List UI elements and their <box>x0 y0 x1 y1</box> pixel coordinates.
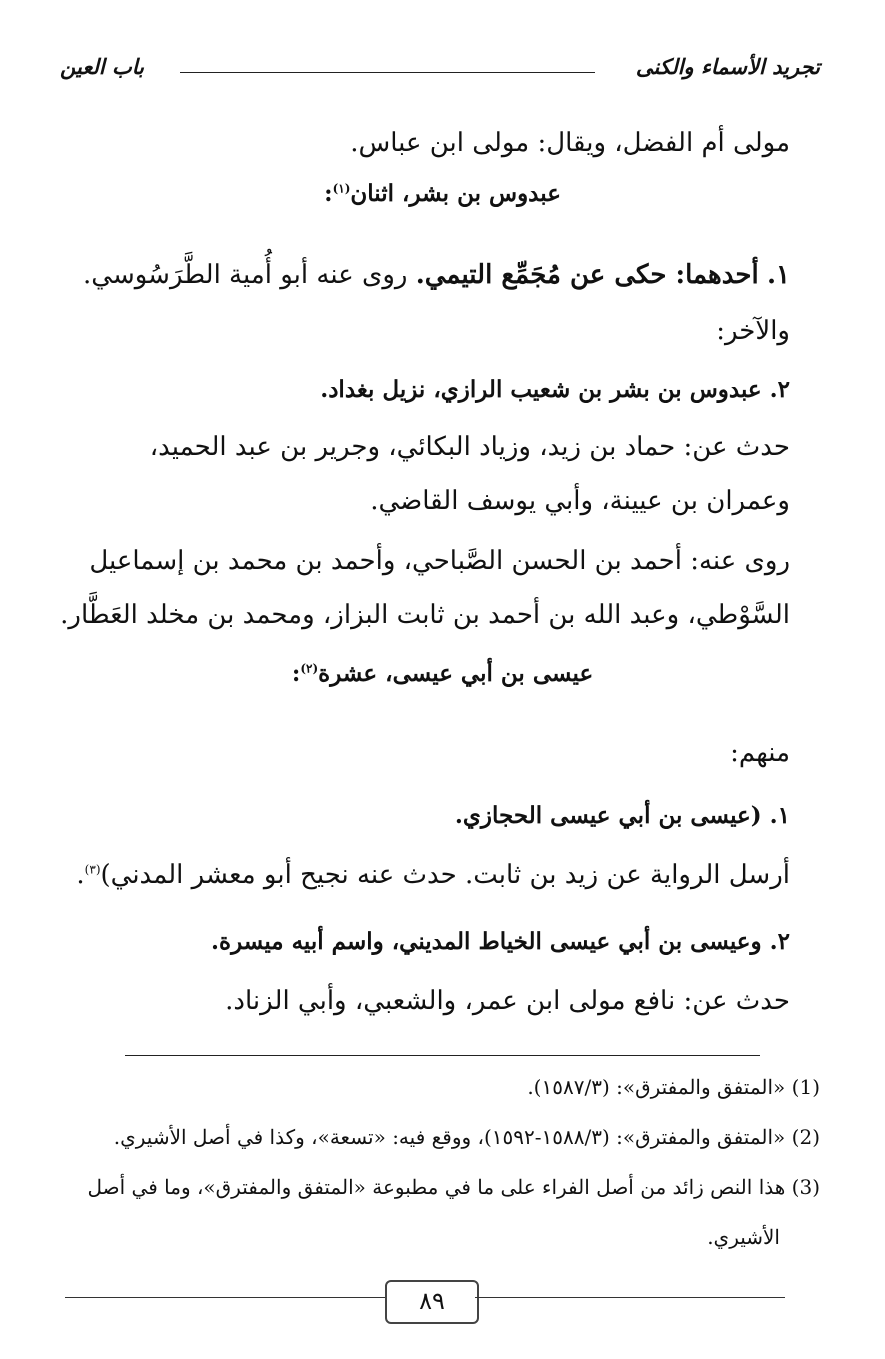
footnote-continuation: الأشيري. <box>707 1225 780 1249</box>
subentry-heading: ١. (عيسى بن أبي عيسى الحجازي. <box>454 802 790 829</box>
page-number: ٨٩ <box>385 1280 479 1324</box>
footnote-rule <box>125 1055 760 1056</box>
text-line: حدث عن: نافع مولى ابن عمر، والشعبي، وأبي الزناد. <box>225 986 790 1016</box>
footnote: (3) هذا النص زائد من أصل الفراء على ما في مطبوعة «المتفق والمفترق»، وما في أصل <box>87 1175 820 1199</box>
book-title: تجريد الأسماء والكنى <box>635 54 820 79</box>
text-line: وعمران بن عيينة، وأبي يوسف القاضي. <box>370 486 790 516</box>
footnote: (1) «المتفق والمفترق»: (١٥٨٧/٣). <box>527 1075 820 1099</box>
text-line <box>70 260 790 291</box>
text-tail: . <box>76 860 85 890</box>
running-header <box>60 48 820 92</box>
text-line <box>70 860 790 891</box>
text-line: منهم: <box>730 738 790 768</box>
footer-rule-left <box>65 1297 385 1298</box>
entry-heading <box>0 660 885 687</box>
text-bold: أحدهما: حكى عن مُجَمِّع التيمي. <box>415 260 759 290</box>
entry-heading <box>0 180 885 207</box>
footnote: (2) «المتفق والمفترق»: (١٥٨٨/٣-١٥٩٢)، ووقع فيه: «تسعة»، وكذا في أصل الأشيري. <box>113 1125 820 1149</box>
entry-heading-colon: : <box>324 180 333 207</box>
chapter-title: باب العين <box>60 54 145 79</box>
footnote-marker: (٣) <box>84 862 101 877</box>
text-line: والآخر: <box>716 316 790 346</box>
entry-heading-text: عيسى بن أبي عيسى، عشرة <box>318 660 594 687</box>
footnote-marker: (٢) <box>300 661 319 676</box>
footer-rule-right <box>475 1297 785 1298</box>
text-line: حدث عن: حماد بن زيد، وزياد البكائي، وجرير بن عبد الحميد، <box>149 432 790 462</box>
subentry-heading: ٢. وعيسى بن أبي عيسى الخياط المديني، واسم أبيه ميسرة. <box>211 928 790 955</box>
subentry-heading: ٢. عبدوس بن بشر بن شعيب الرازي، نزيل بغداد. <box>320 376 790 403</box>
entry-heading-text: عبدوس بن بشر، اثنان <box>350 180 561 207</box>
footnote-marker: (١) <box>332 181 351 196</box>
entry-heading-colon: : <box>291 660 301 687</box>
text-main: أرسل الرواية عن زيد بن ثابت. حدث عنه نجيح أبو معشر المدني) <box>100 860 790 890</box>
text-line: السَّوْطي، وعبد الله بن أحمد بن ثابت البزاز، ومحمد بن مخلد العَطَّار. <box>60 600 790 630</box>
header-rule <box>180 72 595 73</box>
text-line: مولى أم الفضل، ويقال: مولى ابن عباس. <box>350 128 790 158</box>
item-number: ١. <box>766 260 790 290</box>
text-line: روى عنه: أحمد بن الحسن الصَّباحي، وأحمد بن محمد بن إسماعيل <box>89 546 790 576</box>
text-rest: روى عنه أبو أُمية الطَّرَسُوسي. <box>83 260 408 290</box>
